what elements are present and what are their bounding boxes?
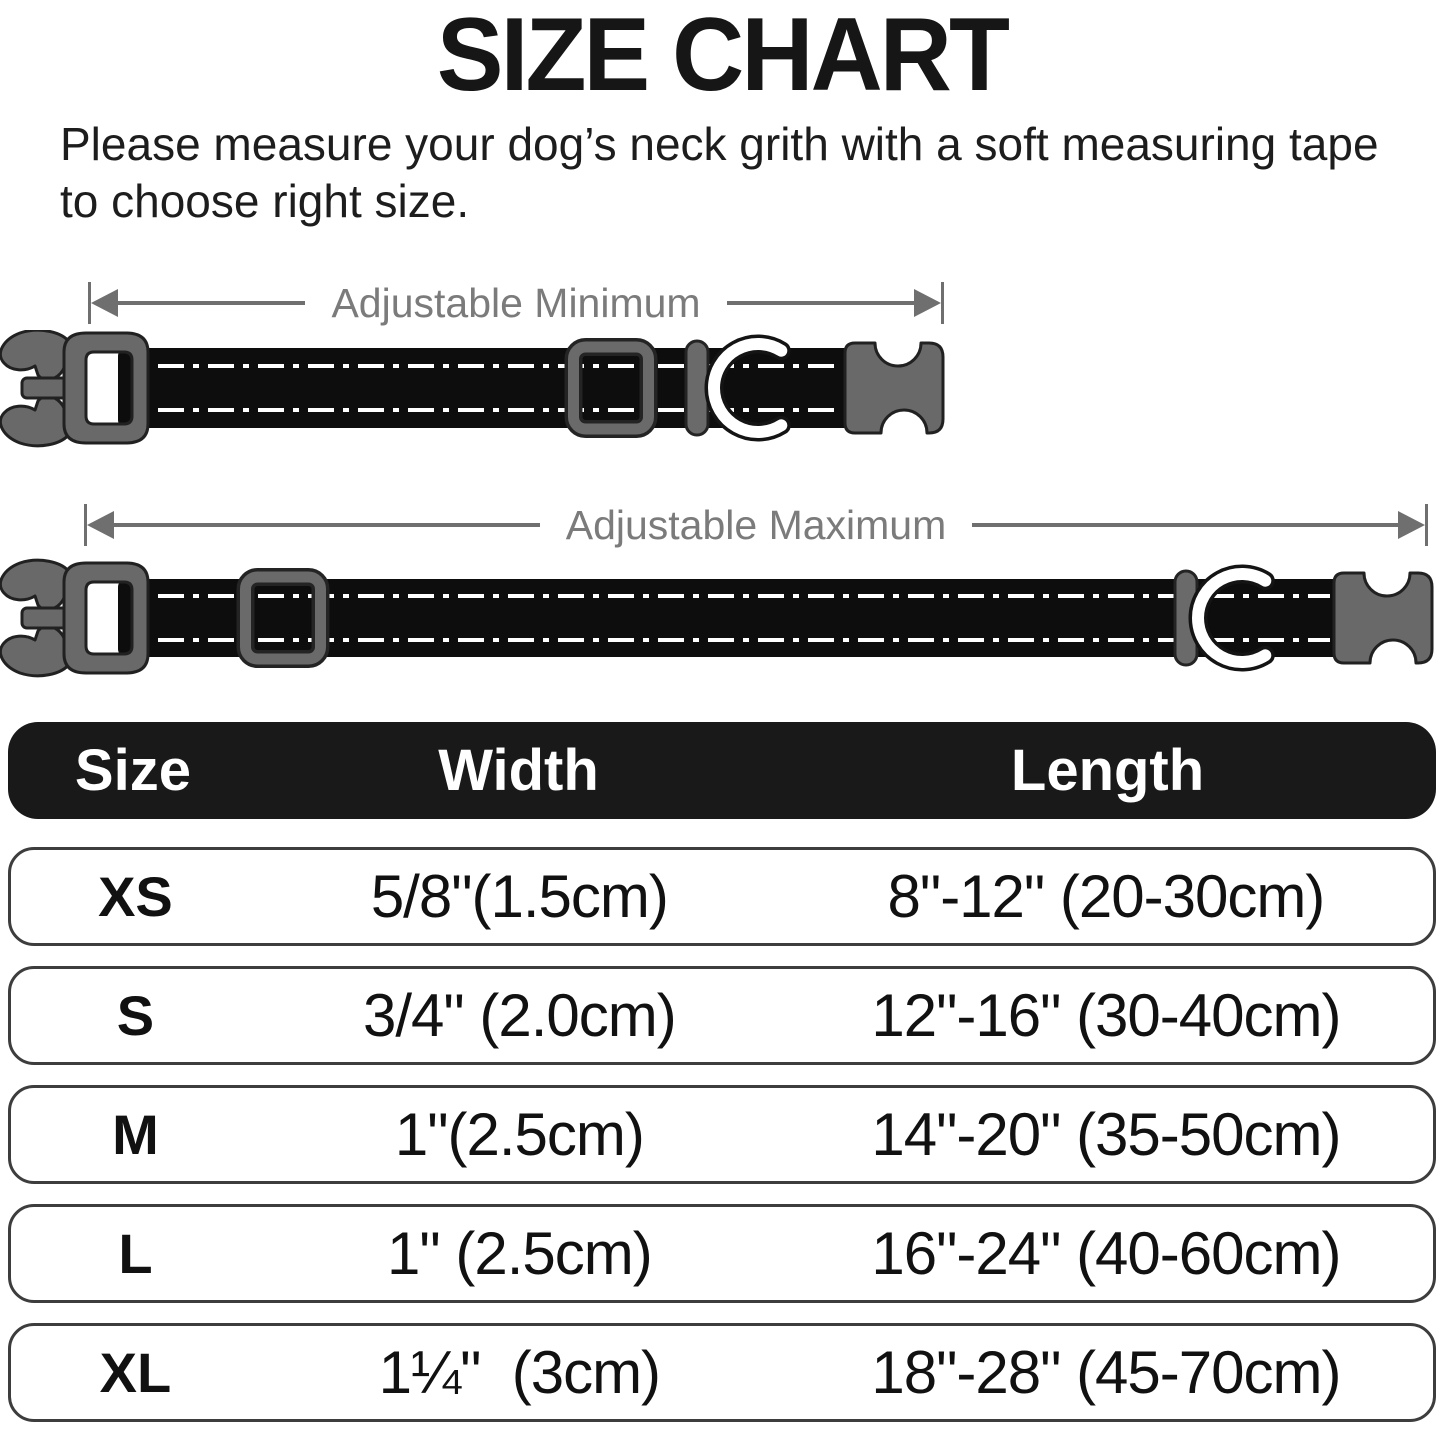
size-cell: XS: [98, 865, 173, 928]
arrowhead-right-icon: [914, 289, 941, 317]
size-cell: L: [118, 1222, 153, 1285]
instruction-text: [60, 116, 1420, 230]
collar-strap: [118, 348, 854, 428]
adjustable-minimum-label: Adjustable Minimum: [331, 279, 701, 326]
length-cell: 18"-28" (45-70cm): [871, 1339, 1341, 1406]
table-row: [8, 1085, 1436, 1184]
width-cell: 1"(2.5cm): [394, 1101, 644, 1168]
width-cell: 1¼" (3cm): [378, 1339, 661, 1406]
header-size: Size: [74, 738, 191, 803]
size-cell: XL: [99, 1341, 172, 1404]
arrow-line: [972, 523, 1398, 527]
collar-strap: [118, 579, 1345, 657]
arrow-line: [727, 301, 914, 305]
adjustable-maximum-arrow: [84, 494, 1428, 556]
width-cell: 3/4" (2.0cm): [362, 982, 676, 1049]
female-buckle: [845, 343, 943, 433]
table-row: [8, 966, 1436, 1065]
instruction-line-2: to choose right size.: [60, 175, 470, 228]
table-row: [8, 1204, 1436, 1303]
arrowhead-left-icon: [87, 511, 114, 539]
adjustable-minimum-arrow: [88, 272, 944, 334]
length-cell: 16"-24" (40-60cm): [871, 1220, 1341, 1287]
instruction-line-1: Please measure your dog’s neck grith with a soft measuring tape: [60, 118, 1379, 170]
size-cell: M: [112, 1103, 159, 1166]
table-row: [8, 847, 1436, 946]
arrow-line: [114, 523, 540, 527]
collar-diagram-maximum: [0, 552, 1444, 684]
female-buckle: [1334, 573, 1432, 663]
length-cell: 12"-16" (30-40cm): [871, 982, 1341, 1049]
width-cell: 1" (2.5cm): [387, 1220, 652, 1287]
width-cell: 5/8"(1.5cm): [370, 863, 668, 930]
arrowhead-left-icon: [91, 289, 118, 317]
size-table-header: [8, 722, 1436, 819]
page-title: SIZE CHART: [436, 0, 1008, 113]
arrowhead-right-icon: [1398, 511, 1425, 539]
collar-diagram-minimum: [0, 330, 960, 455]
arrow-end-tick: [941, 282, 944, 324]
table-row: [8, 1323, 1436, 1422]
adjustable-maximum-label: Adjustable Maximum: [565, 501, 947, 548]
length-cell: 8"-12" (20-30cm): [887, 863, 1325, 930]
length-cell: 14"-20" (35-50cm): [871, 1101, 1341, 1168]
header-length: Length: [1010, 738, 1205, 803]
arrow-line: [118, 301, 305, 305]
header-width: Width: [438, 738, 599, 803]
arrow-end-tick: [1425, 504, 1428, 546]
size-table: [8, 722, 1436, 1442]
size-cell: S: [116, 984, 155, 1047]
